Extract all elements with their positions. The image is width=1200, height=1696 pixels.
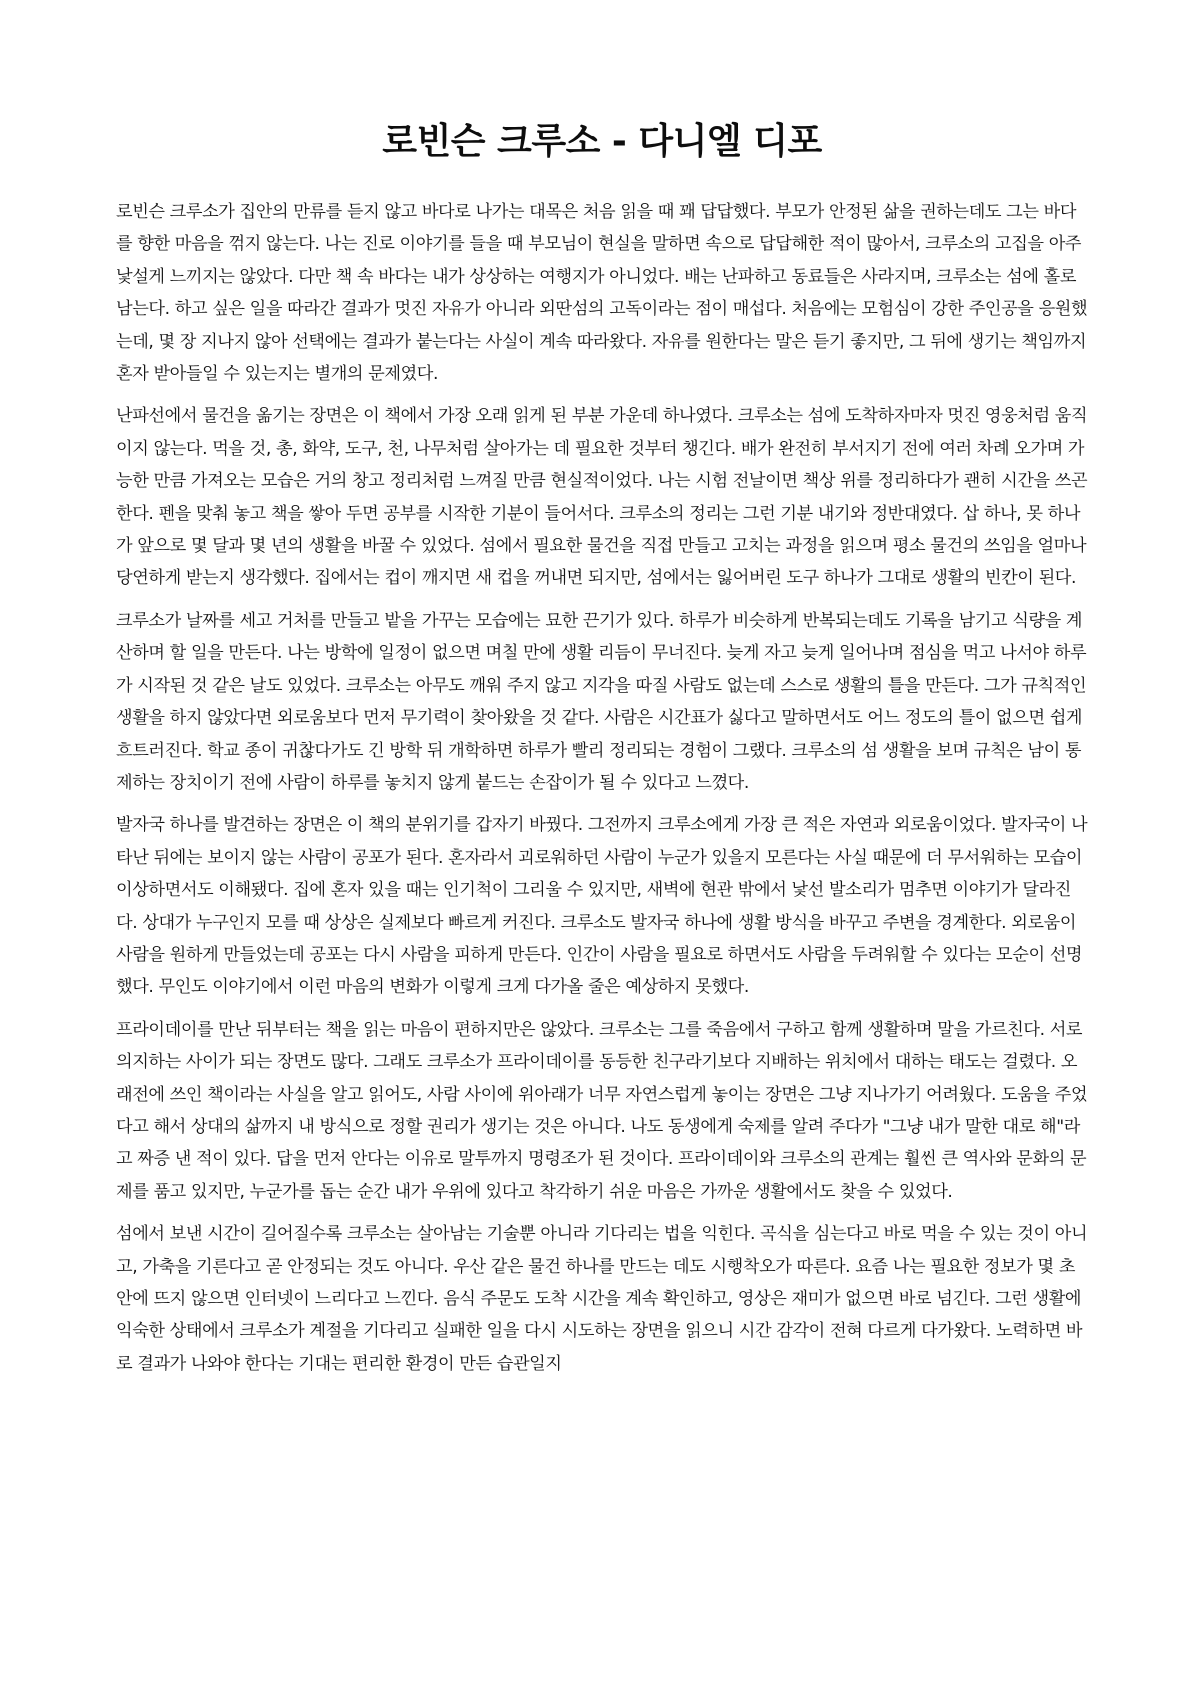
paragraph: 난파선에서 물건을 옮기는 장면은 이 책에서 가장 오래 읽게 된 부분 가운데 하나였다. 크루소는 섬에 도착하자마자 멋진 영웅처럼 움직이지 않는다. 먹을 것, 총, 화약, 도구, 천, 나무처럼 살아가는 데 필요한 것부터 챙긴다. 배가 완전히 부서지기 전에 여러 차례 오가며 가능한 만큼 가져오는 모습은 거의 창고 정리처럼 느껴질 만큼 현실적이었다. 나는 시험 전날이면 책상 위를 정리하다가 괜히 시간을 쓰곤 한다. 펜을 맞춰 놓고 책을 쌓아 두면 공부를 시작한 기분이 들어서다. 크루소의 정리는 그런 기분 내기와 정반대였다. 삽 하나, 못 하나가 앞으로 몇 달과 몇 년의 생활을 바꿀 수 있었다. 섬에서 필요한 물건을 직접 만들고 고치는 과정을 읽으며 평소 물건의 쓰임을 얼마나 당연하게 받는지 생각했다. 집에서는 컵이 깨지면 새 컵을 꺼내면 되지만, 섬에서는 잃어버린 도구 하나가 그대로 생활의 빈칸이 된다. <box>116 406 1088 589</box>
page-title: 로빈슨 크루소 - 다니엘 디포 <box>382 121 822 162</box>
essay-body <box>116 196 1088 1380</box>
paragraph: 로빈슨 크루소가 집안의 만류를 듣지 않고 바다로 나가는 대목은 처음 읽을 때 꽤 답답했다. 부모가 안정된 삶을 권하는데도 그는 바다를 향한 마음을 꺾지 않는다. 나는 진로 이야기를 들을 때 부모님이 현실을 말하면 속으로 답답해한 적이 많아서, 크루소의 고집을 아주 낯설게 느끼지는 않았다. 다만 책 속 바다는 내가 상상하는 여행지가 아니었다. 배는 난파하고 동료들은 사라지며, 크루소는 섬에 홀로 남는다. 하고 싶은 일을 따라간 결과가 멋진 자유가 아니라 외딴섬의 고독이라는 점이 매섭다. 처음에는 모험심이 강한 주인공을 응원했는데, 몇 장 지나지 않아 선택에는 결과가 붙는다는 사실이 계속 따라왔다. 자유를 원한다는 말은 듣기 좋지만, 그 뒤에 생기는 책임까지 혼자 받아들일 수 있는지는 별개의 문제였다. <box>116 202 1088 385</box>
paragraph: 섬에서 보낸 시간이 길어질수록 크루소는 살아남는 기술뿐 아니라 기다리는 법을 익힌다. 곡식을 심는다고 바로 먹을 수 있는 것이 아니고, 가축을 기른다고 곧 안정되는 것도 아니다. 우산 같은 물건 하나를 만드는 데도 시행착오가 따른다. 요즘 나는 필요한 정보가 몇 초 안에 뜨지 않으면 인터넷이 느리다고 느낀다. 음식 주문도 도착 시간을 계속 확인하고, 영상은 재미가 없으면 바로 넘긴다. 그런 생활에 익숙한 상태에서 크루소가 계절을 기다리고 실패한 일을 다시 시도하는 장면을 읽으니 시간 감각이 전혀 다르게 다가왔다. 노력하면 바로 결과가 나와야 한다는 기대는 편리한 환경이 만든 습관일지 <box>116 1224 1088 1374</box>
paragraph: 발자국 하나를 발견하는 장면은 이 책의 분위기를 갑자기 바꿨다. 그전까지 크루소에게 가장 큰 적은 자연과 외로움이었다. 발자국이 나타난 뒤에는 보이지 않는 사람이 공포가 된다. 혼자라서 괴로워하던 사람이 누군가 있을지 모른다는 사실 때문에 더 무서워하는 모습이 이상하면서도 이해됐다. 집에 혼자 있을 때는 인기척이 그리울 수 있지만, 새벽에 현관 밖에서 낯선 발소리가 멈추면 이야기가 달라진다. 상대가 누구인지 모를 때 상상은 실제보다 빠르게 커진다. 크루소도 발자국 하나에 생활 방식을 바꾸고 주변을 경계한다. 외로움이 사람을 원하게 만들었는데 공포는 다시 사람을 피하게 만든다. 인간이 사람을 필요로 하면서도 사람을 두려워할 수 있다는 모순이 선명했다. 무인도 이야기에서 이런 마음의 변화가 이렇게 크게 다가올 줄은 예상하지 못했다. <box>116 815 1088 998</box>
paragraph: 크루소가 날짜를 세고 거처를 만들고 밭을 가꾸는 모습에는 묘한 끈기가 있다. 하루가 비슷하게 반복되는데도 기록을 남기고 식량을 계산하며 할 일을 만든다. 나는 방학에 일정이 없으면 며칠 만에 생활 리듬이 무너진다. 늦게 자고 늦게 일어나며 점심을 먹고 나서야 하루가 시작된 것 같은 날도 있었다. 크루소는 아무도 깨워 주지 않고 지각을 따질 사람도 없는데 스스로 생활의 틀을 만든다. 그가 규칙적인 생활을 하지 않았다면 외로움보다 먼저 무기력이 찾아왔을 것 같다. 사람은 시간표가 싫다고 말하면서도 어느 정도의 틀이 없으면 쉽게 흐트러진다. 학교 종이 귀찮다가도 긴 방학 뒤 개학하면 하루가 빨리 정리되는 경험이 그랬다. 크루소의 섬 생활을 보며 규칙은 남이 통제하는 장치이기 전에 사람이 하루를 놓치지 않게 붙드는 손잡이가 될 수 있다고 느꼈다. <box>116 610 1087 793</box>
paragraph: 프라이데이를 만난 뒤부터는 책을 읽는 마음이 편하지만은 않았다. 크루소는 그를 죽음에서 구하고 함께 생활하며 말을 가르친다. 서로 의지하는 사이가 되는 장면도 많다. 그래도 크루소가 프라이데이를 동등한 친구라기보다 지배하는 위치에서 대하는 태도는 걸렸다. 오래전에 쓰인 책이라는 사실을 알고 읽어도, 사람 사이에 위아래가 너무 자연스럽게 놓이는 장면은 그냥 지나가기 어려웠다. 도움을 주었다고 해서 상대의 삶까지 내 방식으로 정할 권리가 생기는 것은 아니다. 나도 동생에게 숙제를 알려 주다가 "그냥 내가 말한 대로 해"라고 짜증 낸 적이 있다. 답을 먼저 안다는 이유로 말투까지 명령조가 된 것이다. 프라이데이와 크루소의 관계는 훨씬 큰 역사와 문화의 문제를 품고 있지만, 누군가를 돕는 순간 내가 우위에 있다고 착각하기 쉬운 마음은 가까운 생활에서도 찾을 수 있었다. <box>116 1019 1088 1202</box>
